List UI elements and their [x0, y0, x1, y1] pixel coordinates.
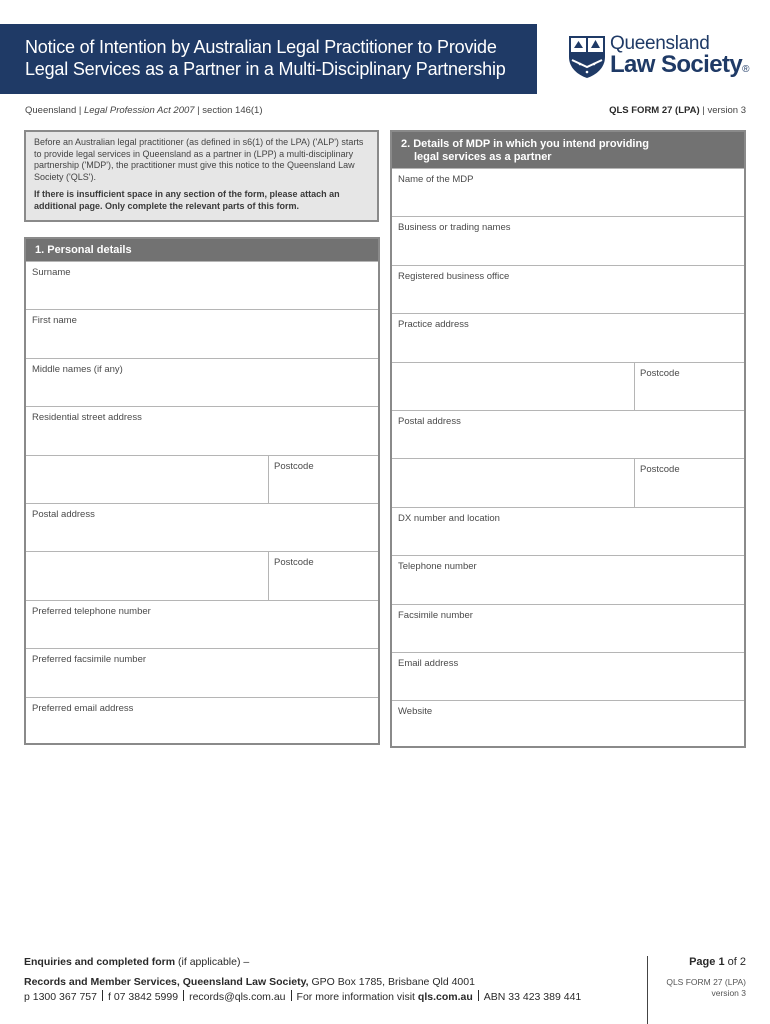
- telephone-field[interactable]: [26, 600, 378, 648]
- contact-email[interactable]: records@qls.com.au: [189, 991, 286, 1003]
- footer-divider: [647, 956, 648, 1024]
- form-version: version 3: [707, 105, 746, 116]
- mdp-facsimile-label: Facsimile number: [398, 609, 473, 621]
- section-personal-details: [24, 237, 380, 745]
- logo-text-queensland: Queensland: [610, 33, 710, 54]
- enquiries-rest: (if applicable) –: [178, 956, 250, 968]
- footer-form-id: QLS FORM 27 (LPA): [666, 977, 746, 987]
- practice-address-field[interactable]: [392, 313, 744, 361]
- postal-address: GPO Box 1785, Brisbane Qld 4001: [311, 976, 475, 988]
- mdp-facsimile-field[interactable]: [392, 604, 744, 652]
- residential-postcode-field[interactable]: [268, 456, 378, 503]
- middle-names-field[interactable]: [26, 358, 378, 406]
- registered-office-label: Registered business office: [398, 270, 510, 282]
- form-id: QLS FORM 27 (LPA): [609, 105, 700, 116]
- legislation-reference: Queensland | Legal Profession Act 2007 | section 146(1): [25, 105, 263, 116]
- website-label: Website: [398, 706, 433, 718]
- footer-form-version: version 3: [711, 988, 746, 998]
- postcode-label: Postcode: [640, 464, 680, 476]
- facsimile-field[interactable]: [26, 648, 378, 696]
- section-1-title: 1. Personal details: [26, 239, 378, 261]
- dx-label: DX number and location: [398, 512, 500, 524]
- enquiries-line: [24, 956, 249, 968]
- postal-address-label: Postal address: [32, 508, 95, 520]
- contact-address-line: [24, 976, 475, 988]
- email-label: Preferred email address: [32, 702, 134, 714]
- page-number: [689, 956, 746, 968]
- logo-text-law-society: [610, 51, 749, 79]
- first-name-field[interactable]: [26, 309, 378, 357]
- page-total: of 2: [727, 956, 746, 968]
- section-2-title-line-1: 2. Details of MDP in which you intend providing: [401, 138, 649, 150]
- mdp-email-field[interactable]: [392, 652, 744, 700]
- act-name: Legal Profession Act 2007: [83, 105, 195, 116]
- jurisdiction: Queensland: [25, 105, 77, 116]
- practice-address-line-2[interactable]: [392, 362, 744, 410]
- logo-text-law-society-main: Law Society: [610, 51, 743, 78]
- mdp-postal-address-line-2[interactable]: [392, 458, 744, 506]
- divider: [102, 990, 103, 1001]
- postcode-label: Postcode: [640, 367, 680, 379]
- form-title-line-1: Notice of Intention by Australian Legal Practitioner to Provide: [25, 37, 497, 57]
- intro-instruction: If there is insufficient space in any section of the form, please attach an additional page. Only complete the relevant parts of this form.: [34, 189, 340, 211]
- mdp-postal-postcode-field[interactable]: [634, 459, 744, 506]
- facsimile-label: Preferred facsimile number: [32, 654, 147, 666]
- mdp-postal-address-field[interactable]: [392, 410, 744, 458]
- divider: [478, 990, 479, 1001]
- residential-address-field[interactable]: [26, 406, 378, 454]
- intro-paragraph: Before an Australian legal practitioner (as defined in s6(1) of the LPA) ('ALP') starts to provide legal services in Queensland as a partner in (LPP) a multi-disciplinary partnership ('MDP'), the practitioner must give this notice to the Queensland Law Society ('QLS').: [34, 137, 364, 182]
- website-field[interactable]: [392, 700, 744, 748]
- website-link[interactable]: qls.com.au: [417, 991, 473, 1003]
- mdp-email-label: Email address: [398, 657, 459, 669]
- section-2-title-line-2: legal services as a partner: [414, 151, 552, 163]
- practice-address-label: Practice address: [398, 319, 469, 331]
- contact-details-line: [24, 990, 581, 1003]
- dx-field[interactable]: [392, 507, 744, 555]
- postal-postcode-field[interactable]: [268, 552, 378, 599]
- title-banner: [0, 24, 537, 94]
- telephone-label: Preferred telephone number: [32, 605, 151, 617]
- mdp-name-field[interactable]: [392, 168, 744, 216]
- form-identifier: QLS FORM 27 (LPA) | version 3: [609, 105, 746, 116]
- section-mdp-details: [390, 130, 746, 748]
- mdp-telephone-label: Telephone number: [398, 561, 477, 573]
- practice-postcode-field[interactable]: [634, 363, 744, 410]
- phone-number: p 1300 367 757: [24, 991, 97, 1003]
- trading-names-label: Business or trading names: [398, 222, 511, 234]
- mdp-name-label: Name of the MDP: [398, 174, 474, 185]
- shield-crest-icon: [568, 35, 606, 79]
- registered-office-field[interactable]: [392, 265, 744, 313]
- page-label: Page: [689, 956, 716, 968]
- mdp-postal-address-label: Postal address: [398, 415, 461, 427]
- trading-names-field[interactable]: [392, 216, 744, 264]
- divider: [183, 990, 184, 1001]
- middle-names-label: Middle names (if any): [32, 363, 123, 375]
- residential-address-line-2[interactable]: [26, 455, 378, 503]
- surname-field[interactable]: [26, 261, 378, 309]
- divider: [291, 990, 292, 1001]
- more-info-text: For more information visit: [296, 991, 415, 1003]
- mdp-telephone-field[interactable]: [392, 555, 744, 603]
- first-name-label: First name: [32, 315, 77, 327]
- qls-logo: [568, 35, 753, 81]
- registered-mark: ®: [742, 64, 749, 75]
- fax-number: f 07 3842 5999: [108, 991, 179, 1003]
- intro-notice: [24, 130, 379, 222]
- page-current: 1: [718, 956, 725, 968]
- postal-address-field[interactable]: [26, 503, 378, 551]
- section-2-title: [392, 132, 744, 168]
- department-name: Records and Member Services, Queensland Law Society,: [24, 976, 309, 988]
- form-title-line-2: Legal Services as a Partner in a Multi-Disciplinary Partnership: [25, 59, 506, 79]
- residential-address-label: Residential street address: [32, 412, 142, 424]
- email-field[interactable]: [26, 697, 378, 745]
- footer-form-reference: [666, 977, 746, 999]
- postcode-label: Postcode: [274, 557, 314, 569]
- act-section: section 146(1): [202, 105, 263, 116]
- abn: ABN 33 423 389 441: [483, 991, 582, 1003]
- postcode-label: Postcode: [274, 460, 314, 472]
- enquiries-bold: Enquiries and completed form: [24, 956, 176, 968]
- surname-label: Surname: [32, 267, 71, 278]
- postal-address-line-2[interactable]: [26, 551, 378, 599]
